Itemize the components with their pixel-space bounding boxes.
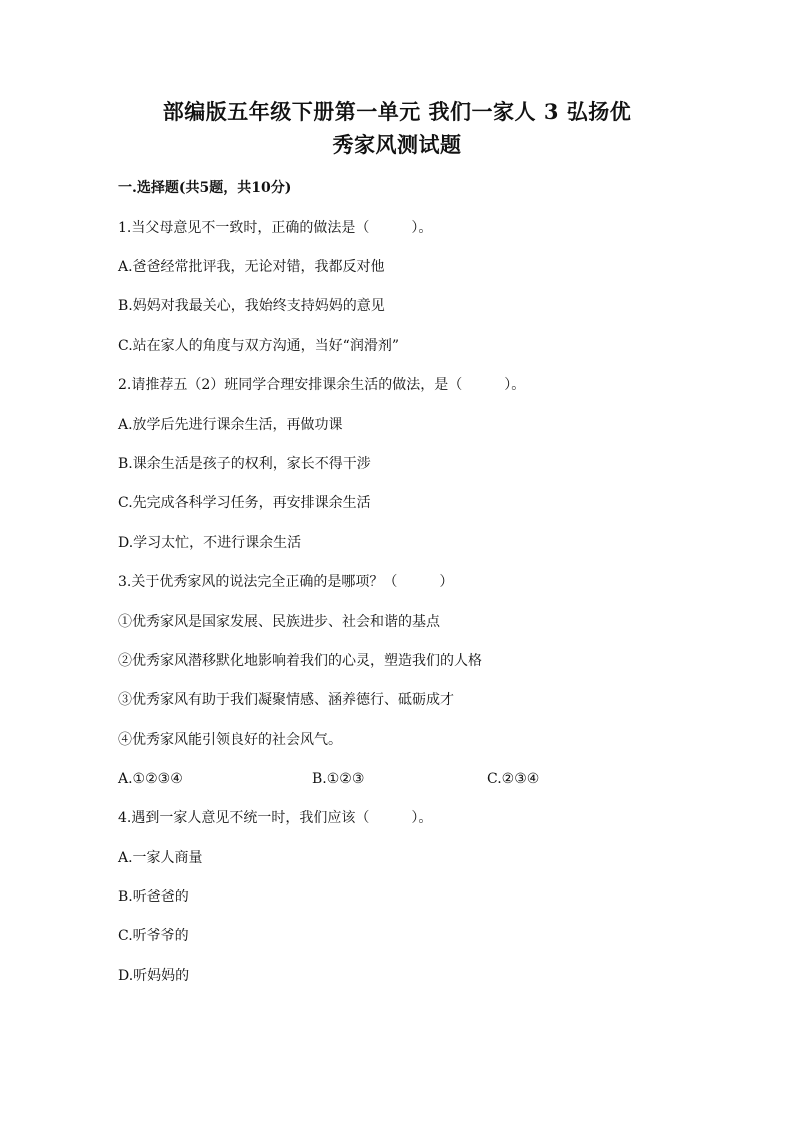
question-4-stem: 4.遇到一家人意见不统一时，我们应该（ ）。 bbox=[118, 810, 433, 826]
question-2-stem: 2.请推荐五（2）班同学合理安排课余生活的做法，是（ ）。 bbox=[118, 377, 526, 393]
question-1-option-a: A.爸爸经常批评我，无论对错，我都反对他 bbox=[118, 259, 385, 275]
question-4-option-c: C.听爷爷的 bbox=[118, 928, 189, 944]
question-3-statement-4: ④优秀家风能引领良好的社会风气。 bbox=[118, 732, 342, 748]
question-2-option-c: C.先完成各科学习任务，再安排课余生活 bbox=[118, 495, 371, 511]
question-1-option-b: B.妈妈对我最关心，我始终支持妈妈的意见 bbox=[118, 298, 385, 314]
question-2-option-d: D.学习太忙，不进行课余生活 bbox=[118, 535, 302, 551]
question-3-stem: 3.关于优秀家风的说法完全正确的是哪项？（ ） bbox=[118, 574, 454, 590]
question-3-statement-1: ①优秀家风是国家发展、民族进步、社会和谐的基点 bbox=[118, 614, 440, 630]
question-3-option-b: B.①②③ bbox=[312, 771, 365, 787]
question-2-option-a: A.放学后先进行课余生活，再做功课 bbox=[118, 417, 343, 433]
question-3-option-c: C.②③④ bbox=[487, 771, 540, 787]
section-heading: 一.选择题(共5题，共10分) bbox=[118, 180, 292, 196]
question-1-option-c: C.站在家人的角度与双方沟通，当好“润滑剂” bbox=[118, 338, 399, 354]
question-4-option-b: B.听爸爸的 bbox=[118, 889, 189, 905]
question-3-statement-2: ②优秀家风潜移默化地影响着我们的心灵，塑造我们的人格 bbox=[118, 653, 482, 669]
document-title-line-2: 秀家风测试题 bbox=[332, 132, 462, 157]
question-2-option-b: B.课余生活是孩子的权利，家长不得干涉 bbox=[118, 456, 371, 472]
question-4-option-d: D.听妈妈的 bbox=[118, 968, 190, 984]
document-title-line-1: 部编版五年级下册第一单元 我们一家人 3 弘扬优 bbox=[162, 99, 632, 124]
question-4-option-a: A.一家人商量 bbox=[118, 850, 203, 866]
question-3-option-a: A.①②③④ bbox=[118, 771, 183, 787]
question-1-stem: 1.当父母意见不一致时，正确的做法是（ ）。 bbox=[118, 220, 433, 236]
question-3-statement-3: ③优秀家风有助于我们凝聚情感、涵养德行、砥砺成才 bbox=[118, 692, 454, 708]
